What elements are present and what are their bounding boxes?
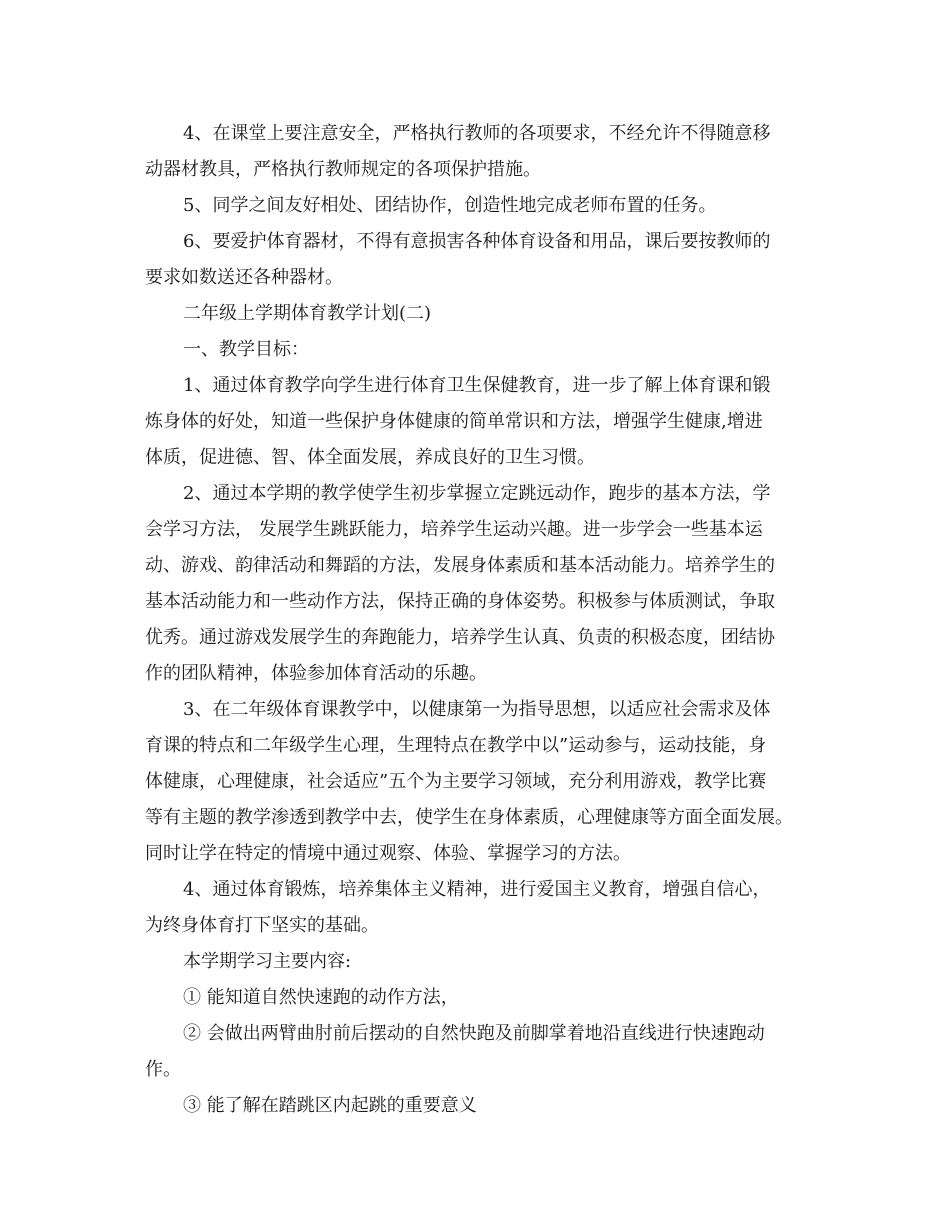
text-line: 二年级上学期体育教学计划(二) bbox=[183, 303, 432, 324]
text-line: 4、在课堂上要注意安全，严格执行教师的各项要求，不经允许不得随意移 bbox=[183, 123, 771, 144]
text-line: 体质，促进德、智、体全面发展，养成良好的卫生习惯。 bbox=[145, 447, 595, 468]
text-line: ③ 能了解在踏跳区内起跳的重要意义 bbox=[183, 1095, 477, 1116]
text-line: 一、教学目标： bbox=[183, 339, 309, 360]
text-line: 同时让学在特定的情境中通过观察、体验、掌握学习的方法。 bbox=[145, 843, 631, 864]
text-line: 作。 bbox=[145, 1059, 181, 1080]
text-line: 体健康，心理健康，社会适应”五个为主要学习领域，充分利用游戏，教学比赛 bbox=[145, 771, 767, 792]
text-line: 基本活动能力和一些动作方法，保持正确的身体姿势。积极参与体质测试，争取 bbox=[145, 591, 775, 612]
document-body bbox=[145, 116, 845, 1124]
text-line: 作的团队精神，体验参加体育活动的乐趣。 bbox=[145, 663, 487, 684]
text-line: 优秀。通过游戏发展学生的奔跑能力，培养学生认真、负责的积极态度，团结协 bbox=[145, 627, 775, 648]
text-line: 为终身体育打下坚实的基础。 bbox=[145, 915, 379, 936]
text-line: 3、在二年级体育课教学中，以健康第一为指导思想，以适应社会需求及体 bbox=[183, 699, 771, 720]
text-line: 动、游戏、韵律活动和舞蹈的方法，发展身体素质和基本活动能力。培养学生的 bbox=[145, 555, 775, 576]
text-line: 6、要爱护体育器材，不得有意损害各种体育设备和用品，课后要按教师的 bbox=[183, 231, 771, 252]
text-line: 要求如数送还各种器材。 bbox=[145, 267, 343, 288]
text-line: ② 会做出两臂曲肘前后摆动的自然快跑及前脚掌着地沿直线进行快速跑动 bbox=[183, 1023, 765, 1044]
text-line: 4、通过体育锻炼，培养集体主义精神，进行爱国主义教育，增强自信心， bbox=[183, 879, 771, 900]
text-line: 动器材教具，严格执行教师规定的各项保护措施。 bbox=[145, 159, 541, 180]
text-line: 等有主题的教学渗透到教学中去，使学生在身体素质，心理健康等方面全面发展。 bbox=[145, 807, 793, 828]
text-line: 会学习方法， 发展学生跳跃能力，培养学生运动兴趣。进一步学会一些基本运 bbox=[145, 519, 763, 540]
text-line: 炼身体的好处，知道一些保护身体健康的简单常识和方法，增强学生健康,增进 bbox=[145, 411, 763, 432]
text-line: 5、同学之间友好相处、团结协作，创造性地完成老师布置的任务。 bbox=[183, 195, 717, 216]
text-line: 本学期学习主要内容: bbox=[183, 951, 352, 972]
text-line: 1、通过体育教学向学生进行体育卫生保健教育，进一步了解上体育课和锻 bbox=[183, 375, 771, 396]
text-line: 2、通过本学期的教学使学生初步掌握立定跳远动作，跑步的基本方法，学 bbox=[183, 483, 771, 504]
text-line: 育课的特点和二年级学生心理，生理特点在教学中以”运动参与，运动技能，身 bbox=[145, 735, 767, 756]
text-line: ① 能知道自然快速跑的动作方法， bbox=[183, 987, 459, 1008]
